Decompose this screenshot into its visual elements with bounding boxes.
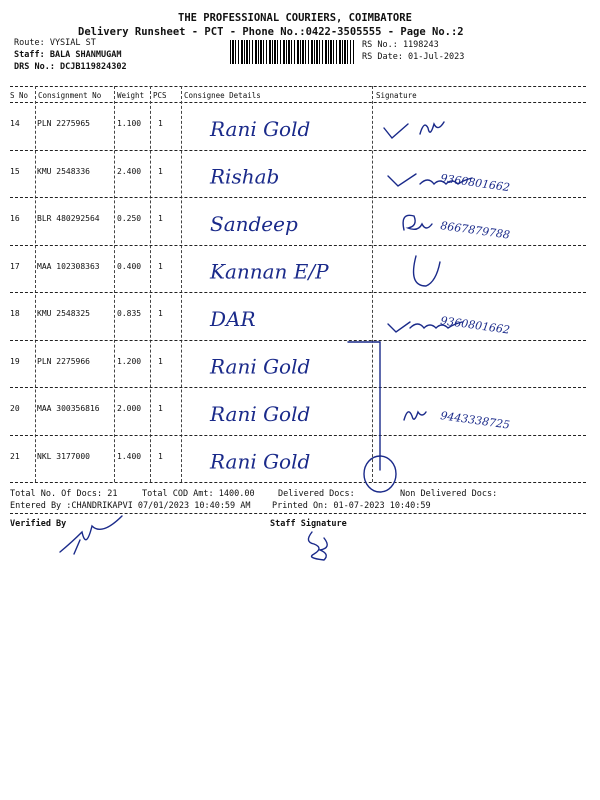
row-sno: 16: [10, 214, 20, 223]
col-weight-header: Weight: [117, 91, 145, 100]
row-pcs: 1: [158, 119, 163, 128]
signature-mark: [414, 256, 440, 286]
total-cod: Total COD Amt: 1400.00: [142, 489, 255, 499]
row-consignment-no: NKL 3177000: [37, 451, 90, 461]
company-title: THE PROFESSIONAL COURIERS, COIMBATORE: [178, 12, 412, 24]
drs-number: DRS No.: DCJB119824302: [14, 62, 127, 72]
col-consignment-header: Consignment No: [38, 91, 102, 100]
row-consignment-no: BLR 480292564: [37, 214, 100, 223]
divider: [10, 150, 586, 151]
staff-label: Staff: BALA SHANMUGAM: [14, 50, 122, 60]
row-sno: 21: [10, 451, 20, 461]
row-pcs: 1: [158, 356, 163, 366]
row-pcs: 1: [158, 214, 163, 223]
divider: [10, 86, 586, 87]
row-weight: 1.400: [117, 451, 142, 461]
divider: [10, 482, 586, 483]
handwritten-consignee: Rani Gold: [210, 354, 311, 379]
row-pcs: 1: [158, 404, 163, 413]
staff-signature: [308, 532, 327, 560]
col-pcs-header: PCS: [153, 91, 167, 100]
row-consignment-no: MAA 300356816: [37, 404, 100, 413]
entered-by: Entered By :CHANDRIKAPVI 07/01/2023 10:40:59 AM: [10, 501, 251, 511]
row-consignment-no: KMU 2548336: [37, 166, 90, 176]
handwritten-consignee: Rishab: [210, 164, 280, 189]
checkmark-icon: [388, 174, 416, 186]
row-sno: 19: [10, 356, 20, 366]
handwritten-consignee: Kannan E/P: [210, 259, 329, 284]
divider: [10, 387, 586, 388]
handwritten-phone-numbers: [440, 172, 511, 432]
row-sno: 15: [10, 166, 20, 176]
signature-mark: [404, 412, 426, 420]
column-line: [181, 86, 182, 482]
row-weight: 1.100: [117, 119, 142, 128]
staff-signature-label: Staff Signature: [270, 519, 347, 529]
route-label: Route: VYSIAL ST: [14, 38, 96, 48]
divider: [10, 245, 586, 246]
row-sno: 17: [10, 261, 20, 271]
col-signature-header: Signature: [376, 91, 417, 100]
handwritten-consignee: Rani Gold: [210, 449, 311, 474]
col-details-header: Consignee Details: [184, 91, 261, 100]
signature-mark: [403, 215, 432, 230]
divider: [10, 102, 586, 103]
row-weight: 0.400: [117, 261, 142, 271]
checkmark-icon: [388, 322, 410, 332]
row-consignment-no: PLN 2275966: [37, 356, 90, 366]
column-line: [35, 86, 36, 482]
bracket-line: [348, 342, 380, 470]
verified-by-label: Verified By: [10, 519, 67, 529]
barcode: [230, 40, 354, 64]
col-sno-header: S No: [10, 91, 29, 100]
total-docs: Total No. Of Docs: 21: [10, 489, 118, 499]
row-pcs: 1: [158, 309, 163, 318]
column-line: [150, 86, 151, 482]
verifier-signature: [60, 516, 122, 554]
handwritten-phone: 9360801662: [439, 314, 511, 337]
row-pcs: 1: [158, 451, 163, 461]
signature-mark: [420, 178, 472, 184]
rs-date: RS Date: 01-Jul-2023: [362, 52, 465, 62]
divider: [10, 435, 586, 436]
printed-on: Printed On: 01-07-2023 10:40:59: [272, 501, 431, 511]
divider: [10, 197, 586, 198]
non-delivered-docs: Non Delivered Docs:: [400, 489, 498, 499]
signature-mark: [420, 122, 444, 134]
row-sno: 20: [10, 404, 20, 413]
row-pcs: 1: [158, 261, 163, 271]
row-pcs: 1: [158, 166, 163, 176]
circle-mark: [364, 456, 396, 492]
row-weight: 1.200: [117, 356, 142, 366]
row-weight: 2.400: [117, 166, 142, 176]
row-consignment-no: KMU 2548325: [37, 309, 90, 318]
divider: [10, 292, 586, 293]
handwritten-consignee: DAR: [210, 307, 256, 331]
row-consignment-no: MAA 102308363: [37, 261, 100, 271]
handwritten-consignee: Rani Gold: [210, 402, 311, 426]
handwritten-phone: 9360801662: [439, 171, 511, 195]
divider: [10, 513, 586, 514]
handwritten-consignee: Sandeep: [210, 212, 298, 236]
column-line: [114, 86, 115, 482]
signature-mark: [410, 322, 462, 328]
runsheet-subtitle: Delivery Runsheet - PCT - Phone No.:0422-3505555 - Page No.:2: [78, 26, 464, 38]
row-weight: 0.835: [117, 309, 142, 318]
handwritten-consignee: Rani Gold: [210, 117, 311, 141]
divider: [10, 340, 586, 341]
rs-number: RS No.: 1198243: [362, 40, 439, 50]
column-line: [372, 86, 373, 482]
row-consignment-no: PLN 2275965: [37, 119, 90, 128]
row-weight: 2.000: [117, 404, 142, 413]
checkmark-icon: [384, 124, 408, 138]
delivered-docs: Delivered Docs:: [278, 489, 355, 499]
handwritten-consignees: [209, 117, 329, 474]
row-weight: 0.250: [117, 214, 142, 223]
row-sno: 18: [10, 309, 20, 318]
handwritten-phone: 8667879788: [439, 219, 511, 242]
row-sno: 14: [10, 119, 20, 128]
handwritten-phone: 9443338725: [439, 409, 511, 432]
